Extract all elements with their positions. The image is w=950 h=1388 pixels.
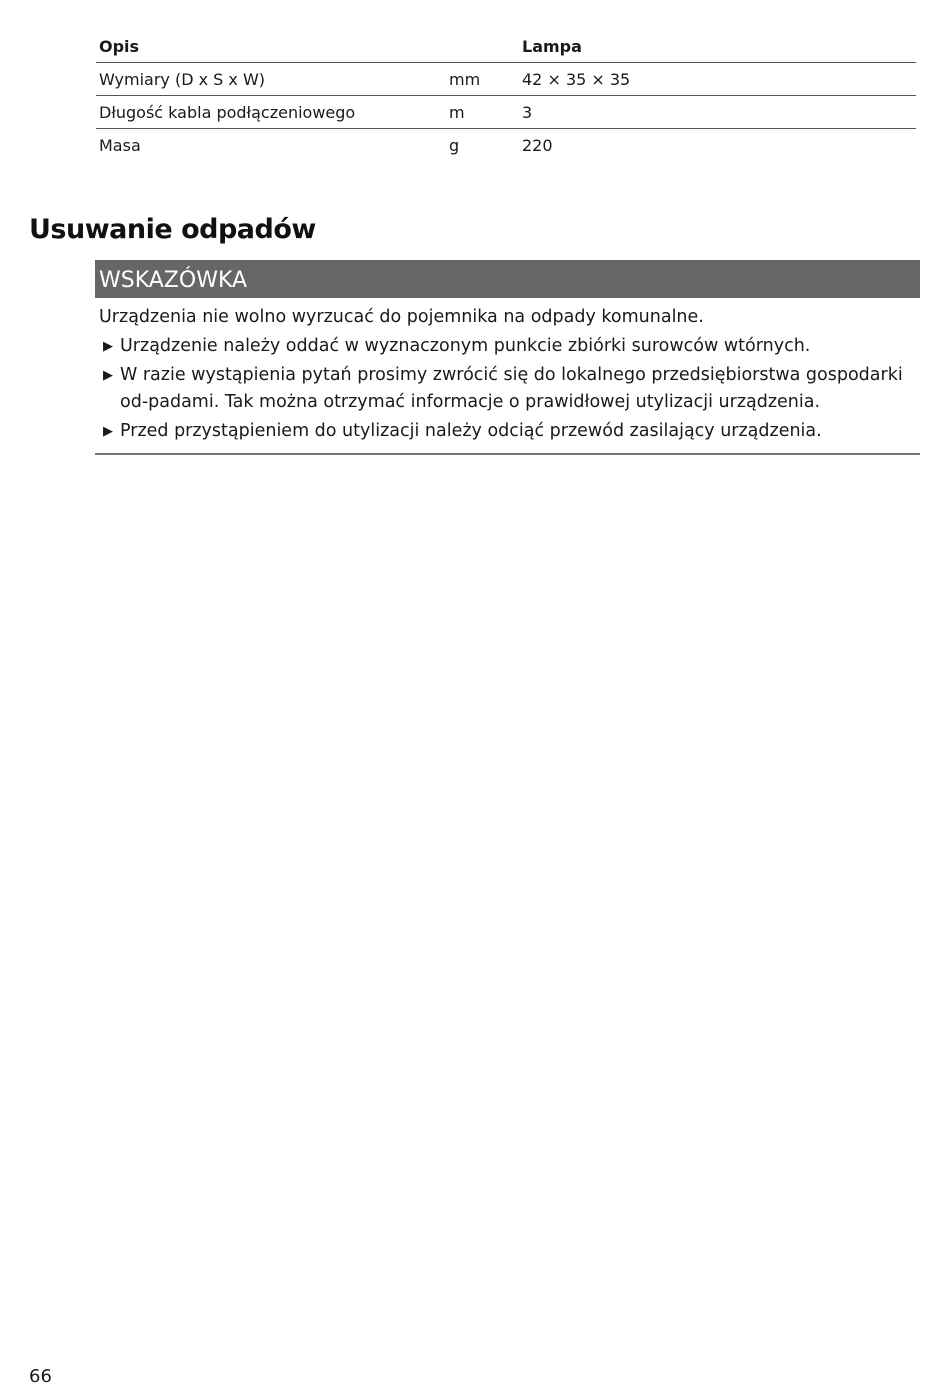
section-title: Usuwanie odpadów <box>29 214 316 245</box>
row-description: Długość kabla podłączeniowego <box>96 96 446 129</box>
header-description: Opis <box>96 30 446 63</box>
notice-body <box>95 304 920 447</box>
notice-label: WSKAZÓWKA <box>95 260 920 298</box>
page-number: 66 <box>29 1366 52 1387</box>
table-row <box>96 96 916 129</box>
triangle-right-icon: ▶ <box>103 424 113 439</box>
triangle-right-icon: ▶ <box>103 339 113 354</box>
row-value: 220 <box>522 135 553 155</box>
table-row <box>96 63 916 96</box>
specifications-table <box>96 30 916 161</box>
list-item-text: W razie wystąpienia pytań prosimy zwrócić się do lokalnego przedsiębiorstwa gospodarki od-padami. Tak można otrzymać informacje o prawidłowej utylizacji urządzenia. <box>120 365 903 412</box>
list-item-text: Urządzenie należy oddać w wyznaczonym punkcie zbiórki surowców wtórnych. <box>120 336 811 356</box>
list-item <box>95 418 920 445</box>
row-unit: mm <box>446 63 519 96</box>
list-item-text: Przed przystąpieniem do utylizacji należy odciąć przewód zasilający urządzenia. <box>120 421 822 441</box>
notice-bullet-list <box>95 333 920 445</box>
notice-divider <box>95 453 920 455</box>
row-value: 3 <box>519 96 916 129</box>
list-item <box>95 362 920 416</box>
row-description: Wymiary (D x S x W) <box>96 63 446 96</box>
header-unit <box>446 30 519 63</box>
header-value: Lampa <box>519 30 916 63</box>
row-unit: g <box>449 135 460 155</box>
row-unit: m <box>446 96 519 129</box>
table-header-row <box>96 30 916 63</box>
row-value: 42 × 35 × 35 <box>519 63 916 96</box>
triangle-right-icon: ▶ <box>103 368 113 383</box>
row-description: Masa <box>99 135 141 155</box>
table-row <box>96 129 916 162</box>
list-item <box>95 333 920 360</box>
notice-intro: Urządzenia nie wolno wyrzucać do pojemnika na odpady komunalne. <box>99 307 704 327</box>
